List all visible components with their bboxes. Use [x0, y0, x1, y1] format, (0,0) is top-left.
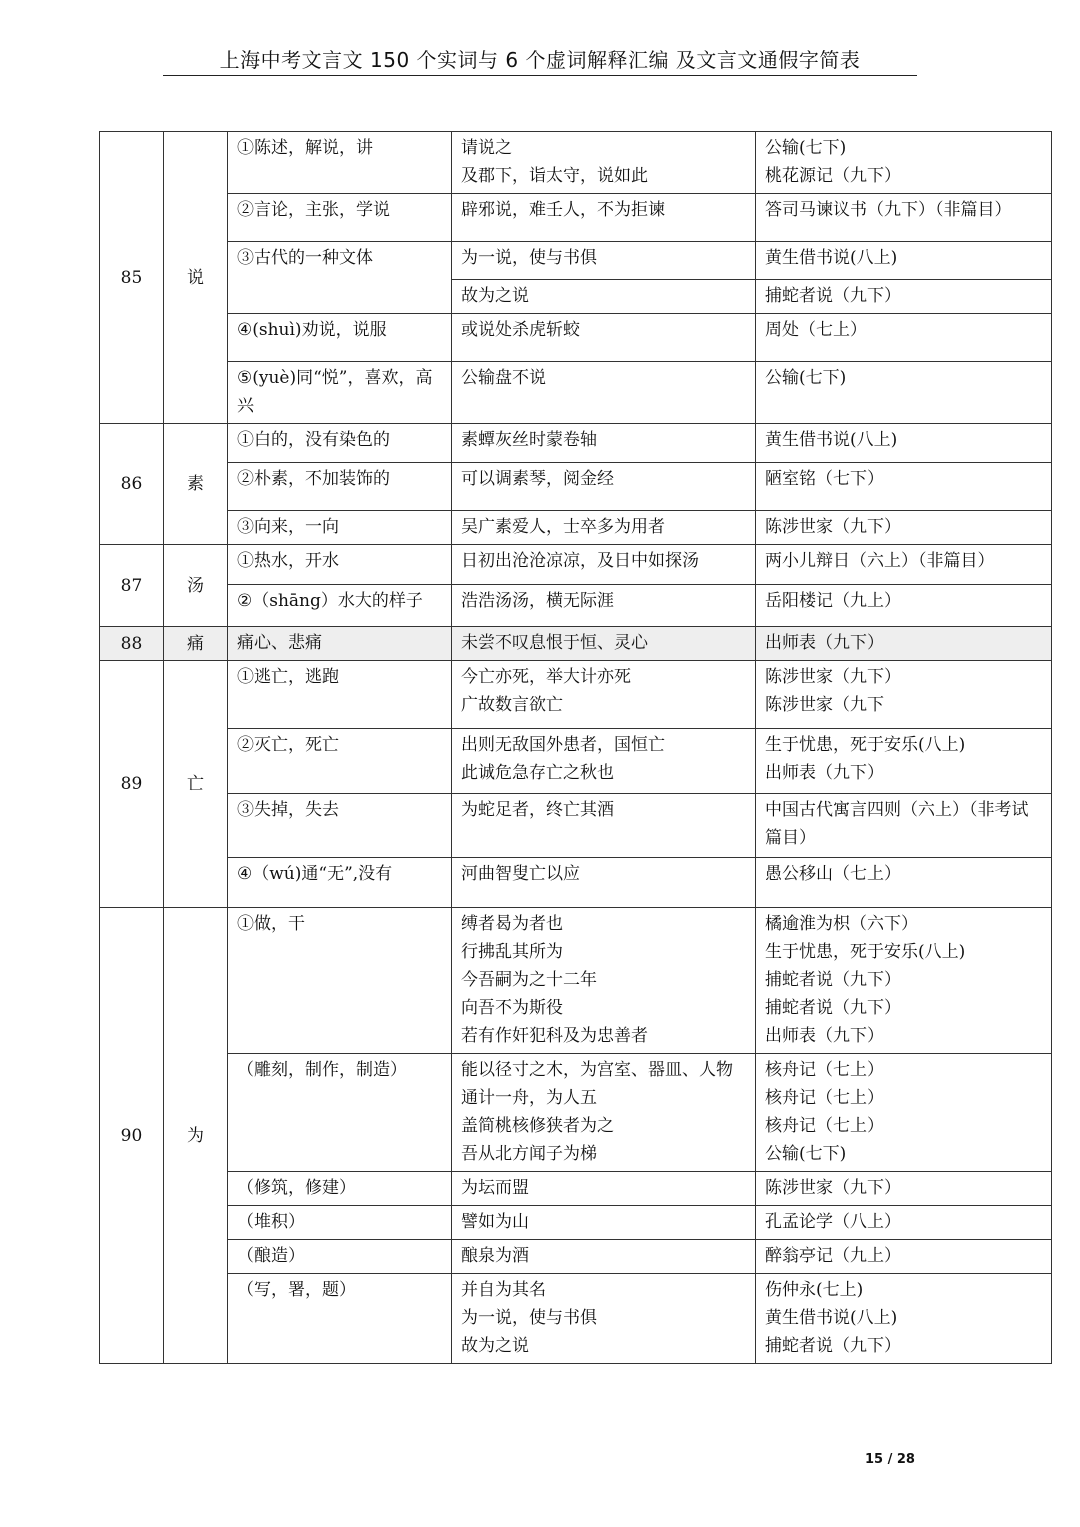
source-cell: 陈涉世家（九下） 陈涉世家（九下 [756, 661, 1052, 729]
table-row [100, 1206, 1052, 1240]
entry-character: 说 [164, 132, 228, 424]
table-row [100, 1054, 1052, 1172]
source-cell: 中国古代寓言四则（六上）（非考试篇目） [756, 794, 1052, 858]
entry-character: 痛 [164, 627, 228, 661]
example-cell: 故为之说 [452, 280, 756, 314]
example-cell: 为蛇足者，终亡其酒 [452, 794, 756, 858]
example-cell: 未尝不叹息恨于恒、灵心 [452, 627, 756, 661]
meaning-cell: ①逃亡，逃跑 [228, 661, 452, 729]
entry-number: 89 [100, 661, 164, 908]
example-cell: 能以径寸之木，为宫室、器皿、人物 通计一舟，为人五 盖简桃核修狭者为之 吾从北方闻子为梯 [452, 1054, 756, 1172]
meaning-cell: （修筑，修建） [228, 1172, 452, 1206]
source-cell: 陈涉世家（九下） [756, 1172, 1052, 1206]
table-row [100, 729, 1052, 794]
table-row [100, 627, 1052, 661]
vocab-table [99, 131, 1052, 1364]
source-cell: 捕蛇者说（九下） [756, 280, 1052, 314]
table-row [100, 661, 1052, 729]
source-cell: 愚公移山（七上） [756, 858, 1052, 908]
example-cell: 河曲智叟亡以应 [452, 858, 756, 908]
meaning-cell: （雕刻，制作，制造） [228, 1054, 452, 1172]
meaning-cell: （酿造） [228, 1240, 452, 1274]
example-cell: 日初出沧沧凉凉，及日中如探汤 [452, 545, 756, 585]
table-row [100, 585, 1052, 627]
entry-character: 素 [164, 424, 228, 545]
source-cell: 黄生借书说(八上) [756, 424, 1052, 463]
entry-character: 亡 [164, 661, 228, 908]
table-row [100, 1172, 1052, 1206]
meaning-cell: ③失掉，失去 [228, 794, 452, 858]
example-cell: 公输盘不说 [452, 362, 756, 424]
table-row [100, 362, 1052, 424]
meaning-cell: ①做，干 [228, 908, 452, 1054]
table-row [100, 194, 1052, 242]
source-cell: 陋室铭（七下） [756, 463, 1052, 511]
meaning-cell: ①白的，没有染色的 [228, 424, 452, 463]
entry-character: 为 [164, 908, 228, 1364]
source-cell: 核舟记（七上） 核舟记（七上） 核舟记（七上） 公输(七下) [756, 1054, 1052, 1172]
table-row [100, 242, 1052, 280]
table-row [100, 794, 1052, 858]
entry-number: 86 [100, 424, 164, 545]
source-cell: 孔孟论学（八上） [756, 1206, 1052, 1240]
example-cell: 并自为其名 为一说，使与书俱 故为之说 [452, 1274, 756, 1364]
source-cell: 陈涉世家（九下） [756, 511, 1052, 545]
source-cell: 岳阳楼记（九上） [756, 585, 1052, 627]
example-cell: 譬如为山 [452, 1206, 756, 1240]
meaning-cell: ①陈述，解说，讲 [228, 132, 452, 194]
header-rule [163, 75, 917, 76]
example-cell: 缚者曷为者也 行拂乱其所为 今吾嗣为之十二年 向吾不为斯役 若有作奸犯科及为忠善者 [452, 908, 756, 1054]
example-cell: 为一说，使与书俱 [452, 242, 756, 280]
table-row [100, 908, 1052, 1054]
meaning-cell: 痛心、悲痛 [228, 627, 452, 661]
entry-number: 90 [100, 908, 164, 1364]
meaning-cell: ②言论，主张，学说 [228, 194, 452, 242]
example-cell: 请说之 及郡下，诣太守，说如此 [452, 132, 756, 194]
table-row [100, 463, 1052, 511]
table-row [100, 858, 1052, 908]
table-row [100, 424, 1052, 463]
example-cell: 吴广素爱人，士卒多为用者 [452, 511, 756, 545]
source-cell: 生于忧患，死于安乐(八上) 出师表（九下） [756, 729, 1052, 794]
source-cell: 公输(七下) [756, 362, 1052, 424]
entry-number: 87 [100, 545, 164, 627]
example-cell: 辟邪说，难壬人，不为拒谏 [452, 194, 756, 242]
table-row [100, 1274, 1052, 1364]
example-cell: 浩浩汤汤，横无际涯 [452, 585, 756, 627]
page-number: 15 / 28 [865, 1452, 915, 1467]
source-cell: 答司马谏议书（九下）（非篇目） [756, 194, 1052, 242]
example-cell: 可以调素琴，阅金经 [452, 463, 756, 511]
meaning-cell: ③向来，一向 [228, 511, 452, 545]
page-header-title: 上海中考文言文 150 个实词与 6 个虚词解释汇编 及文言文通假字简表 [219, 48, 861, 72]
entry-number: 85 [100, 132, 164, 424]
source-cell: 伤仲永(七上) 黄生借书说(八上) 捕蛇者说（九下） [756, 1274, 1052, 1364]
source-cell: 醉翁亭记（九上） [756, 1240, 1052, 1274]
meaning-cell: ②（shāng）水大的样子 [228, 585, 452, 627]
example-cell: 素蟫灰丝时蒙卷轴 [452, 424, 756, 463]
source-cell: 出师表（九下） [756, 627, 1052, 661]
source-cell: 周处（七上） [756, 314, 1052, 362]
meaning-cell: ①热水，开水 [228, 545, 452, 585]
source-cell: 黄生借书说(八上) [756, 242, 1052, 280]
entry-number: 88 [100, 627, 164, 661]
meaning-cell: （堆积） [228, 1206, 452, 1240]
meaning-cell: ④（wú)通“无”,没有 [228, 858, 452, 908]
example-cell: 为坛而盟 [452, 1172, 756, 1206]
table-row [100, 1240, 1052, 1274]
example-cell: 酿泉为酒 [452, 1240, 756, 1274]
table-row [100, 545, 1052, 585]
source-cell: 公输(七下) 桃花源记（九下） [756, 132, 1052, 194]
meaning-cell: ③古代的一种文体 [228, 242, 452, 314]
meaning-cell: ②灭亡，死亡 [228, 729, 452, 794]
table-row [100, 511, 1052, 545]
table-row [100, 314, 1052, 362]
source-cell: 橘逾淮为枳（六下） 生于忧患，死于安乐(八上) 捕蛇者说（九下） 捕蛇者说（九下） 出师表（九下） [756, 908, 1052, 1054]
table-row [100, 132, 1052, 194]
entry-character: 汤 [164, 545, 228, 627]
example-cell: 今亡亦死，举大计亦死 广故数言欲亡 [452, 661, 756, 729]
meaning-cell: ④(shuì)劝说，说服 [228, 314, 452, 362]
meaning-cell: （写，署，题） [228, 1274, 452, 1364]
meaning-cell: ⑤(yuè)同“悦”，喜欢，高兴 [228, 362, 452, 424]
source-cell: 两小儿辩日（六上）（非篇目） [756, 545, 1052, 585]
meaning-cell: ②朴素，不加装饰的 [228, 463, 452, 511]
example-cell: 出则无敌国外患者，国恒亡 此诚危急存亡之秋也 [452, 729, 756, 794]
example-cell: 或说处杀虎斩蛟 [452, 314, 756, 362]
